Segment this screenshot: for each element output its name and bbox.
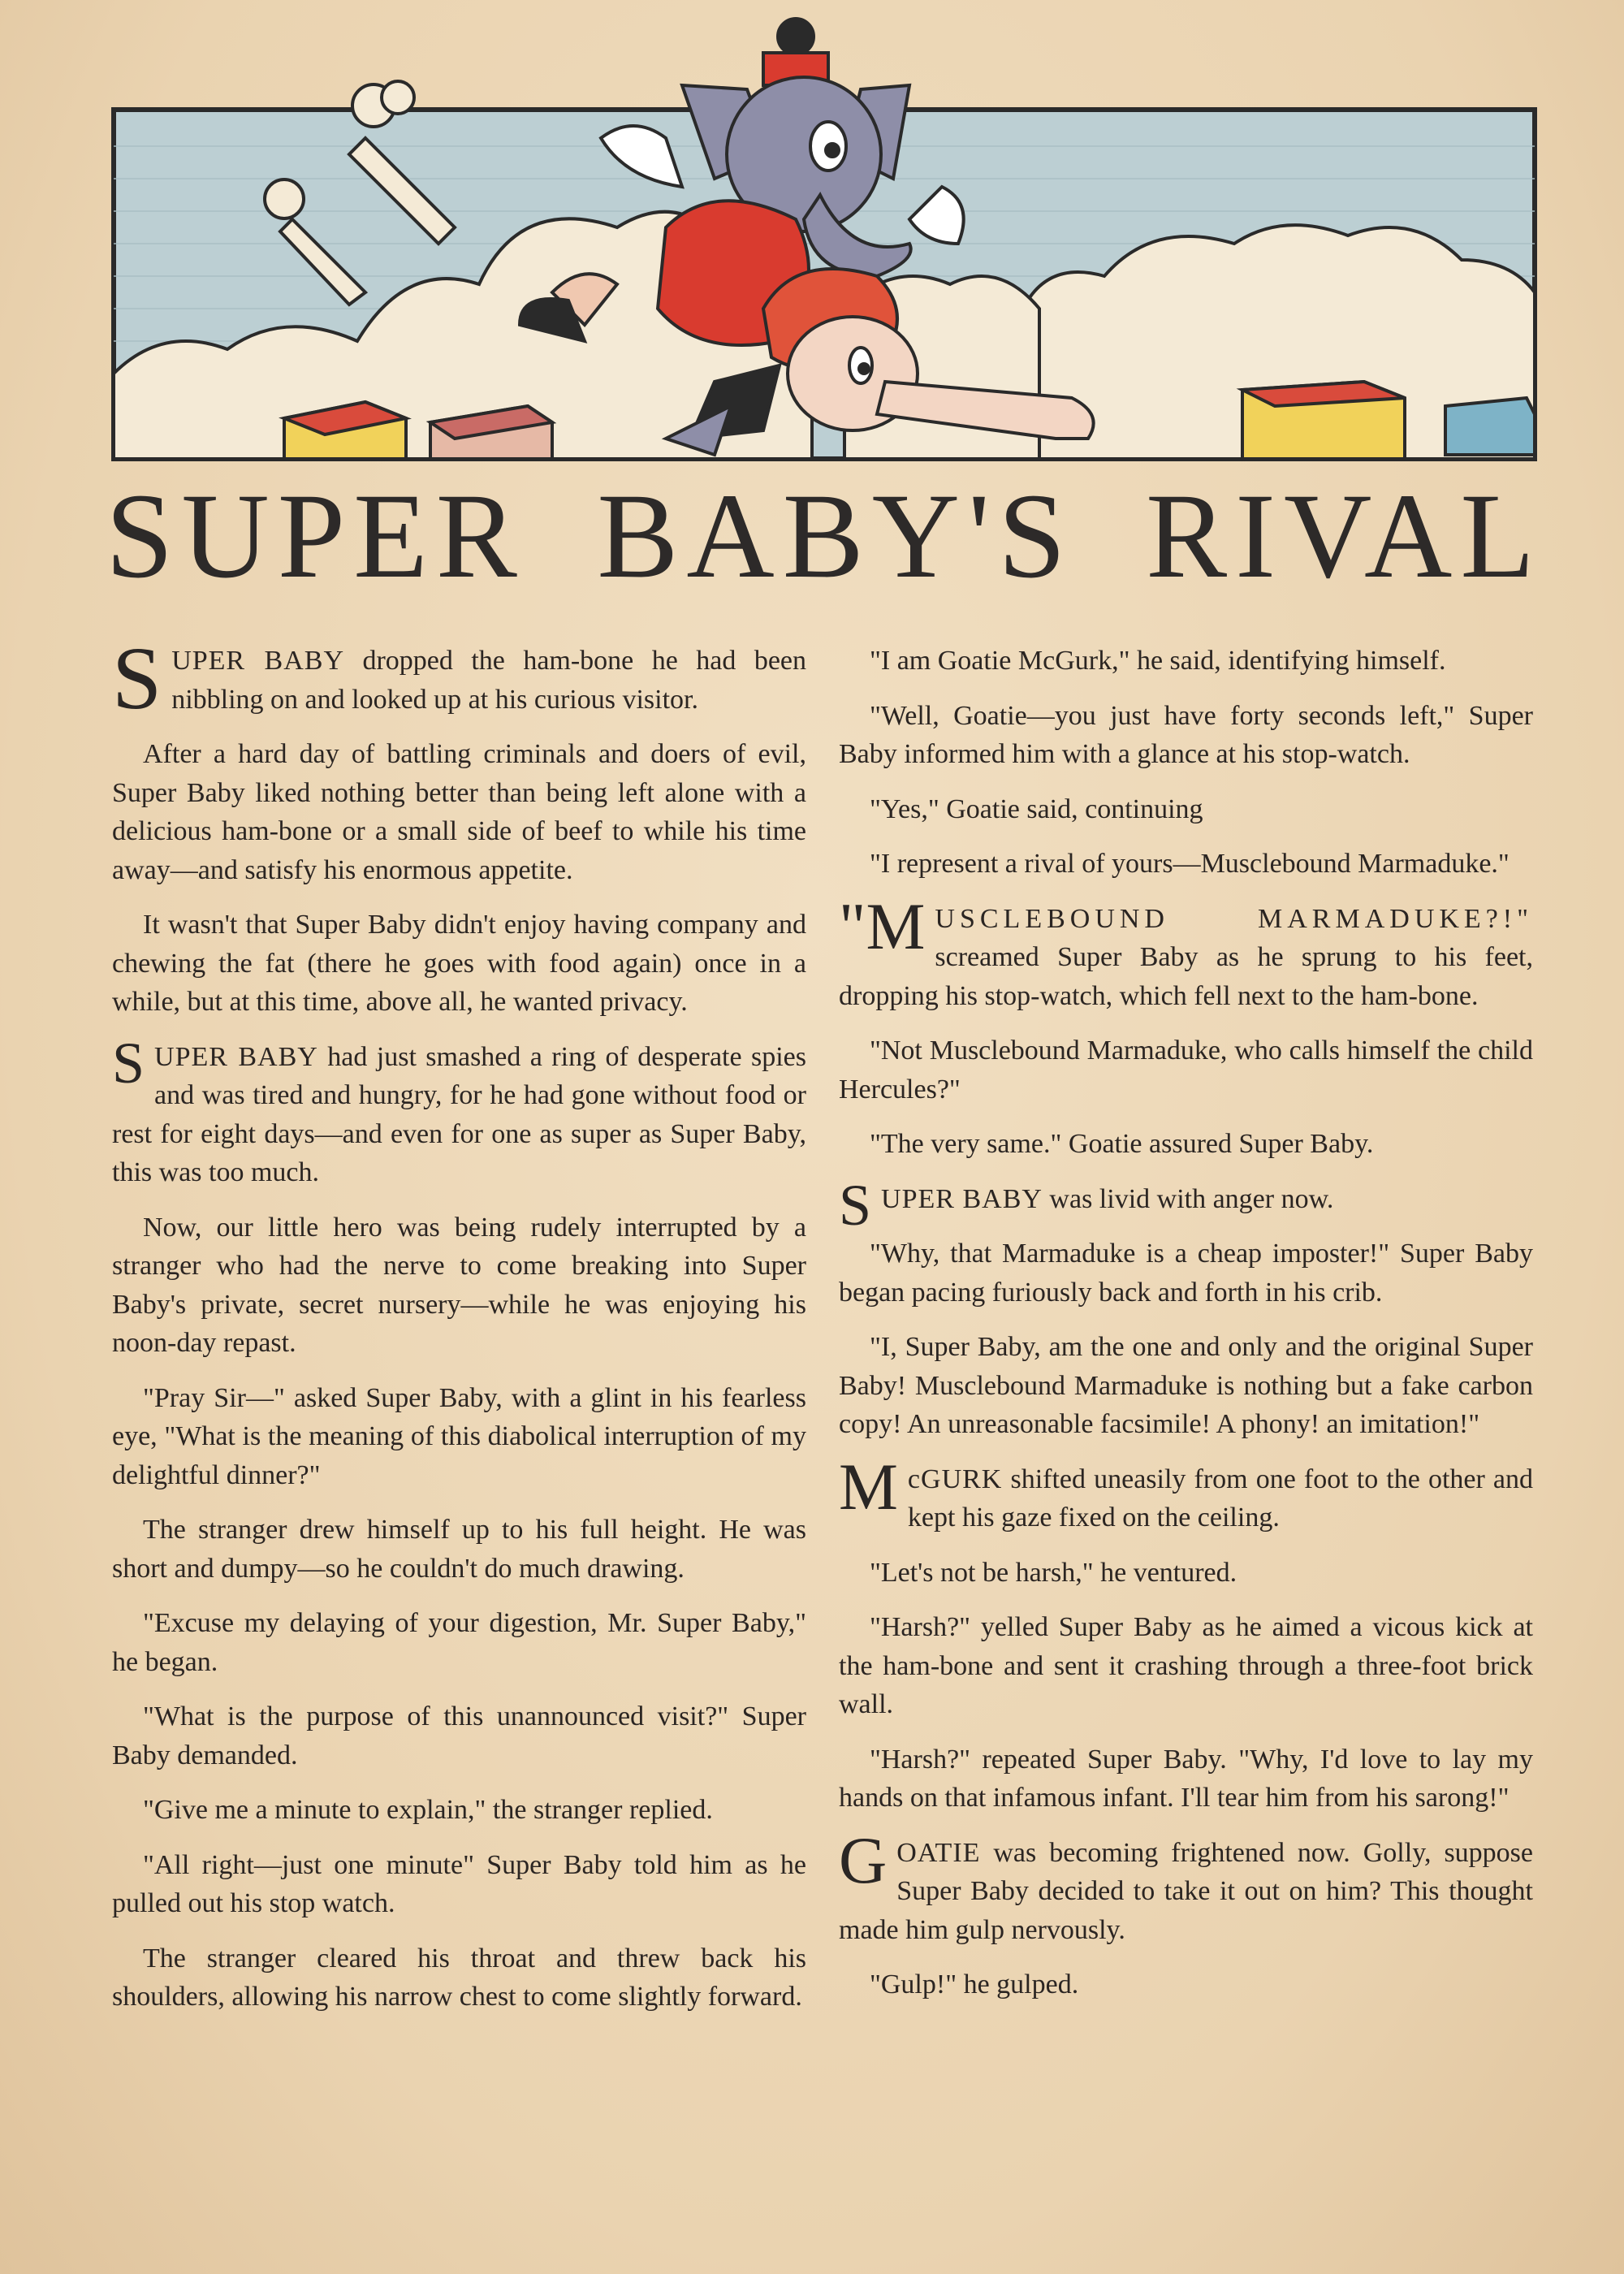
drop-cap — [839, 888, 926, 963]
drop-cap: G — [839, 1822, 888, 1897]
paragraph: The stranger cleared his throat and threw back his shoulders, allowing his narrow chest to come slightly forward. — [112, 1943, 806, 2012]
paragraph — [112, 629, 806, 728]
drop-cap: S — [112, 629, 162, 728]
drop-cap: M — [839, 1449, 898, 1524]
lead-caps: cGURK — [907, 1463, 1003, 1494]
paragraph: "I represent a rival of yours—Musclebound Marmaduke." — [870, 849, 1510, 879]
paragraph-text: was becoming frightened now. Golly, suppose Super Baby decided to take it out on him? This thought made him gulp nervously. — [839, 1837, 1533, 1945]
lead-caps: UPER BABY — [171, 646, 345, 676]
lead-caps: OATIE — [896, 1837, 981, 1868]
paragraph: The stranger drew himself up to his full height. He was short and dumpy—so he couldn't do much drawing. — [112, 1515, 806, 1584]
paragraph-text: was livid with anger now. — [1042, 1183, 1334, 1214]
header-illustration — [97, 16, 1543, 471]
paragraph: "What is the purpose of this unannounced visit?" Super Baby demanded. — [112, 1701, 806, 1770]
left-column — [112, 629, 806, 2033]
right-column — [839, 642, 1533, 2021]
paragraph: "Harsh?" yelled Super Baby as he aimed a vicous kick at the ham-bone and sent it crashing through a three-foot brick wall. — [839, 1612, 1533, 1719]
paragraph: "Well, Goatie—you just have forty seconds left," Super Baby informed him with a glance at his stop-watch. — [839, 700, 1533, 769]
story-title: SUPER BABY'S RIVAL — [106, 469, 1543, 603]
paragraph-text: screamed Super Baby as he sprung to his feet, dropping his stop-watch, which fell next to the ham-bone. — [839, 942, 1533, 1011]
paragraph — [839, 1449, 1533, 1537]
lead-caps: UPER BABY — [881, 1183, 1043, 1214]
paragraph-text: had just smashed a ring of desperate spies and was tired and hungry, for he had gone without food or rest for eight days—and even for one as super as Super Baby, this was too much. — [112, 1041, 806, 1187]
paragraph-text: shifted uneasily from one foot to the other and kept his gaze fixed on the ceiling. — [907, 1463, 1533, 1533]
paragraph: "Not Musclebound Marmaduke, who calls himself the child Hercules?" — [839, 1035, 1533, 1105]
paragraph: "I, Super Baby, am the one and only and the original Super Baby! Musclebound Marmaduke is nothing but a fake carbon copy! An unreasonable facsimile! A phony! an imitation!" — [839, 1332, 1533, 1439]
paragraph — [839, 1822, 1533, 1950]
paragraph: "Pray Sir—" asked Super Baby, with a glint in his fearless eye, "What is the meaning of this diabolical interruption of my delightful dinner?" — [112, 1382, 806, 1490]
lead-caps: UPER BABY — [154, 1041, 318, 1072]
paragraph — [839, 1172, 1533, 1238]
paragraph: "Yes," Goatie said, continuing — [870, 793, 1203, 824]
paragraph — [112, 1030, 806, 1192]
paragraph: It wasn't that Super Baby didn't enjoy having company and chewing the fat (there he goes with food again) once in a while, but at this time, above all, he wanted privacy. — [112, 910, 806, 1017]
paragraph: "Excuse my delaying of your digestion, Mr. Super Baby," he began. — [112, 1608, 806, 1677]
paragraph: "Why, that Marmaduke is a cheap imposter!" Super Baby began pacing furiously back and forth in his crib. — [839, 1239, 1533, 1308]
opening-quote: " — [839, 888, 866, 963]
lead-caps: USCLEBOUND MARMADUKE?!" — [935, 903, 1533, 934]
paragraph: "Let's not be harsh," he ventured. — [870, 1557, 1237, 1588]
paragraph — [839, 888, 1533, 1016]
drop-cap: S — [839, 1172, 872, 1238]
paragraph: "I am Goatie McGurk," he said, identifying himself. — [870, 646, 1446, 676]
paragraph: "Gulp!" he gulped. — [870, 1969, 1079, 1999]
paragraph: "All right—just one minute" Super Baby told him as he pulled out his stop watch. — [112, 1849, 806, 1918]
paragraph: Now, our little hero was being rudely interrupted by a stranger who had the nerve to come breaking into Super Baby's private, secret nursery—while he was enjoying his noon-day repast. — [112, 1212, 806, 1358]
paragraph-text: dropped the ham-bone he had been nibbling on and looked up at his curious visitor. — [171, 646, 806, 715]
paragraph: "The very same." Goatie assured Super Baby. — [870, 1129, 1374, 1159]
drop-cap: S — [112, 1030, 145, 1096]
paragraph: "Give me a minute to explain," the stranger replied. — [143, 1795, 713, 1825]
drop-cap-letter: M — [866, 888, 926, 963]
paragraph: "Harsh?" repeated Super Baby. "Why, I'd love to lay my hands on that infamous infant. I'll tear him from his sarong!" — [839, 1744, 1533, 1813]
paragraph: After a hard day of battling criminals and doers of evil, Super Baby liked nothing better than being left alone with a delicious ham-bone or a small side of beef to while his time away—and satisfy his enormous appetite. — [112, 739, 806, 885]
